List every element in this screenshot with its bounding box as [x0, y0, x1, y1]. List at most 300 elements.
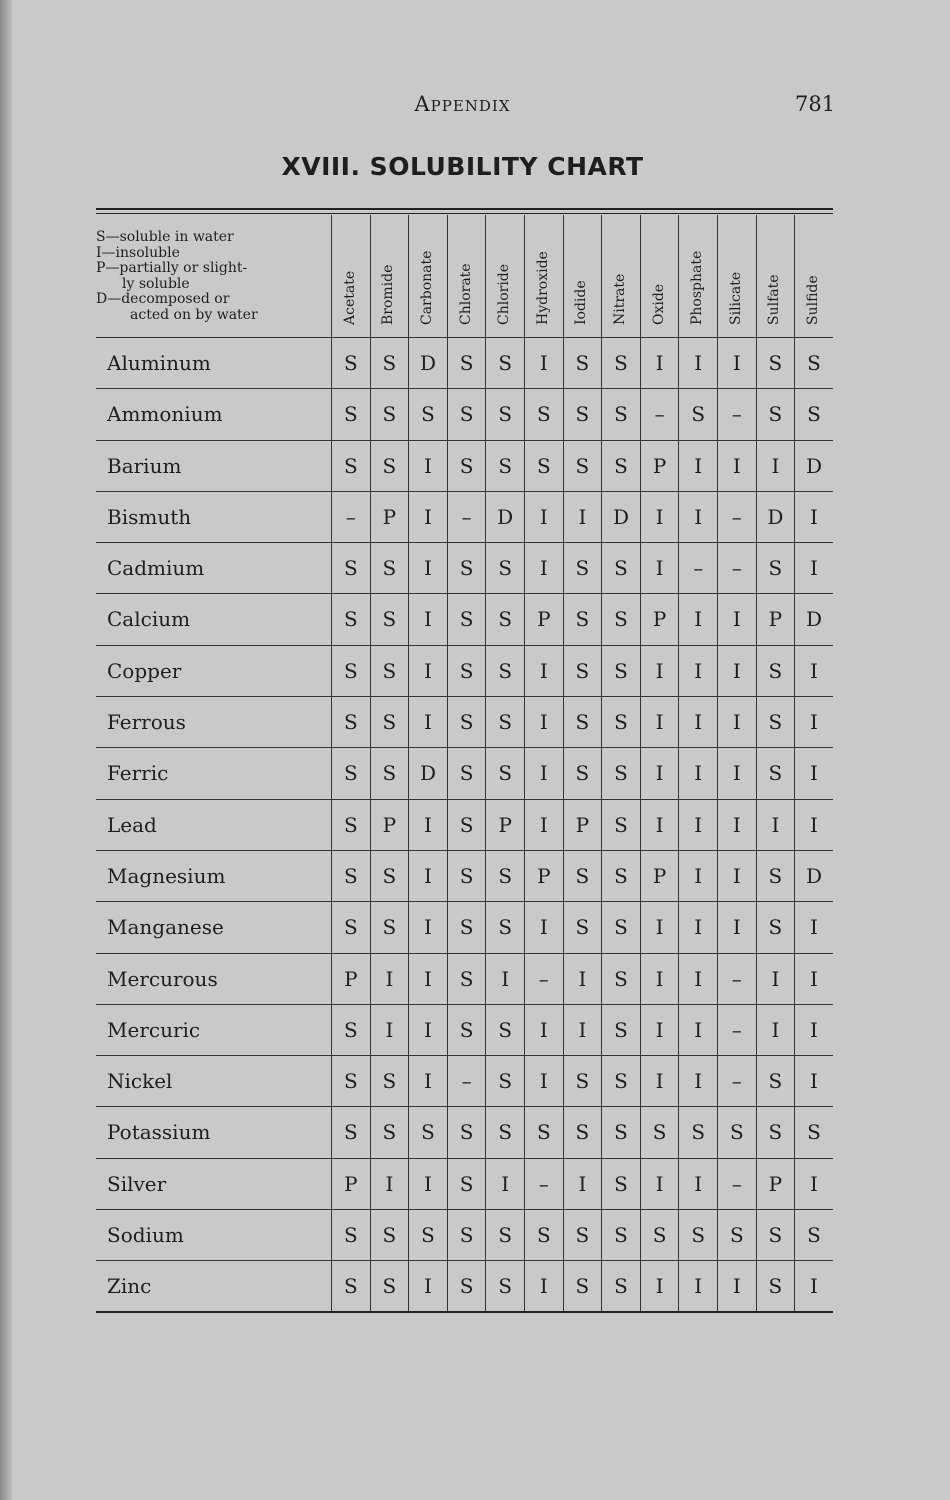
table-row-ammonium — [96, 389, 833, 440]
metal-name: Cadmium — [107, 556, 205, 581]
metal-name: Copper — [107, 658, 182, 683]
solubility-cell: I — [524, 1056, 563, 1106]
column-header-label: Oxide — [650, 283, 667, 325]
solubility-cell: S — [524, 441, 563, 491]
column-header-phosphate — [678, 215, 717, 337]
solubility-cell: S — [794, 1210, 833, 1260]
solubility-cell: S — [370, 1056, 409, 1106]
metal-name: Mercuric — [107, 1017, 201, 1042]
solubility-cell: I — [678, 1159, 717, 1209]
solubility-cell: I — [640, 338, 679, 388]
solubility-cell: I — [524, 338, 563, 388]
solubility-cell: S — [563, 1261, 602, 1310]
solubility-cell: I — [717, 1261, 756, 1310]
solubility-cell: S — [678, 1107, 717, 1157]
solubility-cell: S — [370, 441, 409, 491]
solubility-cell: S — [563, 902, 602, 952]
solubility-cell: S — [331, 800, 370, 850]
solubility-cell: P — [563, 800, 602, 850]
metal-name: Potassium — [107, 1120, 211, 1145]
solubility-cell: S — [794, 1107, 833, 1157]
table-row-cadmium — [96, 543, 833, 594]
top-rule-thin — [96, 213, 833, 214]
solubility-cell: D — [601, 492, 640, 542]
solubility-cell: S — [331, 1261, 370, 1310]
solubility-cell: S — [447, 389, 486, 439]
column-header-label: Nitrate — [611, 273, 628, 325]
solubility-cell: – — [640, 389, 679, 439]
solubility-cell: S — [485, 1261, 524, 1310]
solubility-cell: I — [640, 1056, 679, 1106]
solubility-cell: S — [370, 594, 409, 644]
solubility-cell: S — [485, 1210, 524, 1260]
solubility-cell: S — [563, 338, 602, 388]
solubility-cell: S — [756, 338, 795, 388]
solubility-cell: I — [678, 954, 717, 1004]
solubility-cell: D — [794, 851, 833, 901]
metal-name: Sodium — [107, 1223, 184, 1248]
solubility-cell: I — [678, 748, 717, 798]
solubility-cell: I — [408, 441, 447, 491]
solubility-cell: I — [794, 492, 833, 542]
solubility-cell: I — [794, 1056, 833, 1106]
solubility-cell: S — [370, 1261, 409, 1310]
solubility-cell: S — [408, 1107, 447, 1157]
solubility-cell: S — [601, 800, 640, 850]
table-row-copper — [96, 646, 833, 697]
legend — [96, 230, 326, 323]
solubility-cell: I — [408, 697, 447, 747]
solubility-cell: I — [794, 1159, 833, 1209]
solubility-cell: I — [640, 902, 679, 952]
solubility-cell: D — [408, 338, 447, 388]
solubility-cell: S — [331, 902, 370, 952]
column-header-carbonate — [408, 215, 447, 337]
solubility-cell: – — [717, 1159, 756, 1209]
table-header — [96, 215, 833, 338]
solubility-cell: S — [678, 389, 717, 439]
solubility-cell: S — [717, 1107, 756, 1157]
table-row-magnesium — [96, 851, 833, 902]
table-row-silver — [96, 1159, 833, 1210]
solubility-cell: I — [678, 851, 717, 901]
solubility-cell: – — [331, 492, 370, 542]
solubility-cell: I — [563, 1005, 602, 1055]
metal-name: Calcium — [107, 607, 191, 632]
solubility-cell: S — [601, 1005, 640, 1055]
solubility-cell: S — [563, 389, 602, 439]
legend-line: ly soluble — [122, 275, 190, 292]
solubility-cell: S — [640, 1210, 679, 1260]
solubility-cell: S — [370, 748, 409, 798]
solubility-cell: S — [370, 389, 409, 439]
solubility-cell: S — [331, 1210, 370, 1260]
solubility-cell: S — [331, 1005, 370, 1055]
solubility-cell: S — [485, 1056, 524, 1106]
solubility-cell: S — [447, 338, 486, 388]
solubility-cell: – — [717, 954, 756, 1004]
table-row-calcium — [96, 594, 833, 645]
solubility-cell: S — [756, 748, 795, 798]
column-header-label: Iodide — [573, 280, 590, 325]
solubility-cell: S — [756, 851, 795, 901]
solubility-cell: I — [640, 954, 679, 1004]
solubility-cell: – — [524, 954, 563, 1004]
solubility-cell: I — [794, 902, 833, 952]
solubility-cell: S — [331, 1107, 370, 1157]
solubility-cell: S — [370, 646, 409, 696]
solubility-cell: S — [601, 851, 640, 901]
table-row-mercuric — [96, 1005, 833, 1056]
solubility-cell: S — [794, 389, 833, 439]
solubility-cell: S — [485, 697, 524, 747]
solubility-cell: I — [678, 441, 717, 491]
solubility-cell: S — [485, 543, 524, 593]
solubility-cell: P — [640, 594, 679, 644]
metal-name: Ferric — [107, 761, 169, 786]
solubility-cell: I — [794, 1005, 833, 1055]
solubility-cell: P — [331, 954, 370, 1004]
solubility-cell: I — [524, 748, 563, 798]
solubility-cell: I — [717, 902, 756, 952]
solubility-cell: I — [408, 1159, 447, 1209]
solubility-cell: I — [717, 646, 756, 696]
solubility-cell: I — [678, 338, 717, 388]
solubility-cell: S — [485, 646, 524, 696]
solubility-cell: S — [563, 1210, 602, 1260]
solubility-cell: S — [640, 1107, 679, 1157]
solubility-cell: S — [331, 851, 370, 901]
column-header-label: Hydroxide — [534, 251, 551, 325]
solubility-cell: S — [756, 697, 795, 747]
solubility-cell: I — [408, 1056, 447, 1106]
solubility-cell: S — [408, 1210, 447, 1260]
solubility-cell: S — [563, 851, 602, 901]
solubility-cell: I — [717, 697, 756, 747]
column-header-label: Bromide — [380, 264, 397, 325]
solubility-cell: I — [717, 338, 756, 388]
solubility-cell: – — [447, 1056, 486, 1106]
solubility-cell: I — [640, 543, 679, 593]
metal-name: Barium — [107, 453, 182, 478]
solubility-cell: I — [524, 1261, 563, 1310]
solubility-cell: I — [408, 594, 447, 644]
solubility-cell: S — [447, 646, 486, 696]
solubility-cell: – — [717, 1005, 756, 1055]
solubility-cell: S — [601, 954, 640, 1004]
solubility-cell: I — [524, 543, 563, 593]
solubility-cell: S — [601, 1107, 640, 1157]
solubility-cell: I — [717, 851, 756, 901]
solubility-cell: S — [524, 1210, 563, 1260]
solubility-cell: S — [447, 594, 486, 644]
table-row-ferrous — [96, 697, 833, 748]
solubility-cell: I — [408, 1261, 447, 1310]
solubility-cell: I — [678, 1005, 717, 1055]
solubility-cell: I — [640, 748, 679, 798]
solubility-cell: S — [756, 1261, 795, 1310]
column-header-label: Phosphate — [689, 250, 706, 325]
table-row-bismuth — [96, 492, 833, 543]
solubility-cell: S — [485, 594, 524, 644]
solubility-cell: S — [485, 748, 524, 798]
legend-line: acted on by water — [130, 306, 258, 323]
solubility-cell: S — [447, 851, 486, 901]
top-rule — [96, 208, 833, 210]
solubility-cell: S — [601, 697, 640, 747]
solubility-cell: I — [408, 800, 447, 850]
table-row-lead — [96, 800, 833, 851]
solubility-cell: S — [331, 748, 370, 798]
solubility-cell: S — [447, 1261, 486, 1310]
solubility-cell: I — [408, 492, 447, 542]
solubility-cell: S — [563, 697, 602, 747]
solubility-cell: S — [447, 1005, 486, 1055]
column-header-sulfate — [756, 215, 795, 337]
solubility-cell: S — [370, 851, 409, 901]
solubility-cell: S — [485, 902, 524, 952]
column-header-bromide — [370, 215, 409, 337]
table-row-ferric — [96, 748, 833, 799]
solubility-cell: P — [370, 800, 409, 850]
solubility-cell: S — [331, 389, 370, 439]
column-header-sulfide — [794, 215, 833, 337]
metal-name: Bismuth — [107, 504, 192, 529]
solubility-cell: S — [756, 543, 795, 593]
running-head — [0, 92, 950, 122]
column-header-chloride — [485, 215, 524, 337]
solubility-cell: I — [408, 954, 447, 1004]
solubility-cell: I — [678, 697, 717, 747]
solubility-cell: – — [524, 1159, 563, 1209]
solubility-cell: I — [524, 492, 563, 542]
solubility-cell: S — [601, 543, 640, 593]
solubility-cell: S — [447, 748, 486, 798]
solubility-cell: I — [640, 697, 679, 747]
solubility-cell: S — [331, 594, 370, 644]
solubility-cell: S — [370, 697, 409, 747]
solubility-cell: I — [717, 441, 756, 491]
solubility-cell: S — [447, 543, 486, 593]
solubility-cell: I — [485, 1159, 524, 1209]
solubility-cell: – — [717, 1056, 756, 1106]
solubility-cell: S — [331, 697, 370, 747]
solubility-cell: S — [601, 441, 640, 491]
solubility-cell: I — [408, 851, 447, 901]
chart-title: XVIII. SOLUBILITY CHART — [281, 152, 644, 181]
solubility-cell: S — [447, 800, 486, 850]
solubility-cell: S — [756, 389, 795, 439]
solubility-cell: S — [447, 1159, 486, 1209]
column-header-label: Sulfate — [766, 274, 783, 325]
solubility-cell: D — [485, 492, 524, 542]
solubility-cell: I — [794, 748, 833, 798]
solubility-cell: P — [370, 492, 409, 542]
solubility-cell: S — [601, 1159, 640, 1209]
solubility-cell: I — [370, 1159, 409, 1209]
solubility-cell: I — [640, 1261, 679, 1310]
solubility-cell: P — [524, 851, 563, 901]
solubility-cell: I — [794, 954, 833, 1004]
solubility-cell: S — [717, 1210, 756, 1260]
column-header-acetate — [331, 215, 370, 337]
solubility-cell: S — [563, 748, 602, 798]
solubility-cell: S — [370, 902, 409, 952]
solubility-cell: S — [485, 338, 524, 388]
table-row-nickel — [96, 1056, 833, 1107]
solubility-cell: I — [640, 800, 679, 850]
page-binding-edge — [0, 0, 12, 1500]
solubility-cell: I — [640, 1005, 679, 1055]
solubility-cell: I — [524, 646, 563, 696]
solubility-cell: P — [524, 594, 563, 644]
solubility-cell: I — [563, 492, 602, 542]
solubility-cell: I — [678, 1056, 717, 1106]
metal-name: Nickel — [107, 1069, 173, 1094]
solubility-cell: S — [447, 954, 486, 1004]
solubility-cell: I — [678, 594, 717, 644]
solubility-cell: S — [601, 338, 640, 388]
metal-name: Zinc — [107, 1274, 152, 1299]
solubility-cell: S — [370, 1107, 409, 1157]
solubility-cell: S — [756, 1056, 795, 1106]
solubility-cell: I — [794, 1261, 833, 1310]
solubility-cell: S — [756, 646, 795, 696]
solubility-cell: I — [370, 954, 409, 1004]
solubility-cell: I — [524, 697, 563, 747]
metal-name: Ferrous — [107, 710, 186, 735]
solubility-cell: I — [756, 800, 795, 850]
solubility-cell: I — [794, 646, 833, 696]
solubility-cell: I — [408, 902, 447, 952]
column-header-label: Acetate — [341, 270, 358, 325]
solubility-cell: S — [485, 1107, 524, 1157]
solubility-cell: S — [756, 902, 795, 952]
table-row-sodium — [96, 1210, 833, 1261]
solubility-cell: S — [370, 1210, 409, 1260]
solubility-cell: S — [524, 1107, 563, 1157]
solubility-cell: – — [678, 543, 717, 593]
solubility-cell: S — [601, 1261, 640, 1310]
metal-name: Ammonium — [107, 402, 223, 427]
column-header-silicate — [717, 215, 756, 337]
solubility-cell: I — [678, 902, 717, 952]
solubility-cell: D — [756, 492, 795, 542]
table-row-potassium — [96, 1107, 833, 1158]
solubility-cell: – — [717, 389, 756, 439]
solubility-cell: – — [717, 543, 756, 593]
solubility-cell: P — [756, 594, 795, 644]
solubility-cell: P — [640, 441, 679, 491]
solubility-cell: S — [563, 646, 602, 696]
solubility-cell: I — [678, 492, 717, 542]
metal-name: Silver — [107, 1171, 167, 1196]
legend-line: I—insoluble — [96, 244, 180, 261]
legend-line: P—partially or slight- — [96, 260, 248, 276]
solubility-cell: S — [331, 338, 370, 388]
solubility-cell: I — [794, 543, 833, 593]
solubility-cell: S — [485, 441, 524, 491]
solubility-cell: I — [370, 1005, 409, 1055]
solubility-cell: S — [485, 389, 524, 439]
table-row-aluminum — [96, 338, 833, 389]
running-title: Appendix — [414, 92, 511, 116]
solubility-cell: S — [447, 902, 486, 952]
metal-name: Manganese — [107, 915, 224, 940]
page-number: 781 — [795, 92, 836, 116]
column-header-hydroxide — [524, 215, 563, 337]
metal-name: Mercurous — [107, 966, 218, 991]
solubility-cell: S — [601, 748, 640, 798]
solubility-cell: I — [408, 646, 447, 696]
solubility-cell: S — [601, 594, 640, 644]
solubility-cell: I — [678, 646, 717, 696]
solubility-cell: S — [563, 543, 602, 593]
solubility-cell: – — [717, 492, 756, 542]
table-row-manganese — [96, 902, 833, 953]
solubility-table — [96, 215, 833, 1313]
solubility-cell: S — [563, 1056, 602, 1106]
solubility-cell: D — [794, 594, 833, 644]
solubility-cell: S — [331, 646, 370, 696]
solubility-cell: I — [408, 1005, 447, 1055]
solubility-cell: I — [756, 954, 795, 1004]
solubility-cell: I — [794, 800, 833, 850]
solubility-cell: S — [331, 441, 370, 491]
solubility-cell: I — [756, 441, 795, 491]
solubility-cell: S — [601, 1210, 640, 1260]
solubility-cell: – — [447, 492, 486, 542]
column-header-iodide — [563, 215, 602, 337]
solubility-cell: S — [601, 902, 640, 952]
solubility-cell: I — [563, 954, 602, 1004]
solubility-cell: I — [640, 646, 679, 696]
solubility-cell: S — [601, 1056, 640, 1106]
solubility-cell: S — [524, 389, 563, 439]
solubility-cell: S — [563, 1107, 602, 1157]
column-header-chlorate — [447, 215, 486, 337]
solubility-cell: S — [756, 1107, 795, 1157]
solubility-cell: I — [640, 1159, 679, 1209]
solubility-cell: D — [408, 748, 447, 798]
solubility-cell: P — [485, 800, 524, 850]
solubility-cell: S — [678, 1210, 717, 1260]
solubility-cell: S — [331, 543, 370, 593]
solubility-cell: P — [756, 1159, 795, 1209]
solubility-cell: S — [485, 851, 524, 901]
solubility-cell: I — [678, 800, 717, 850]
column-header-nitrate — [601, 215, 640, 337]
column-header-label: Silicate — [727, 271, 744, 325]
solubility-cell: S — [447, 1107, 486, 1157]
table-row-barium — [96, 441, 833, 492]
solubility-cell: I — [717, 800, 756, 850]
solubility-cell: I — [485, 954, 524, 1004]
column-header-label: Chloride — [496, 263, 513, 325]
solubility-cell: P — [640, 851, 679, 901]
legend-line: D—decomposed or — [96, 291, 230, 307]
column-header-label: Chlorate — [457, 263, 474, 325]
legend-line: S—soluble in water — [96, 229, 234, 245]
solubility-cell: I — [524, 800, 563, 850]
solubility-cell: P — [331, 1159, 370, 1209]
solubility-cell: S — [370, 338, 409, 388]
solubility-cell: S — [447, 1210, 486, 1260]
solubility-cell: I — [563, 1159, 602, 1209]
solubility-cell: S — [370, 543, 409, 593]
solubility-cell: S — [485, 1005, 524, 1055]
table-row-mercurous — [96, 954, 833, 1005]
